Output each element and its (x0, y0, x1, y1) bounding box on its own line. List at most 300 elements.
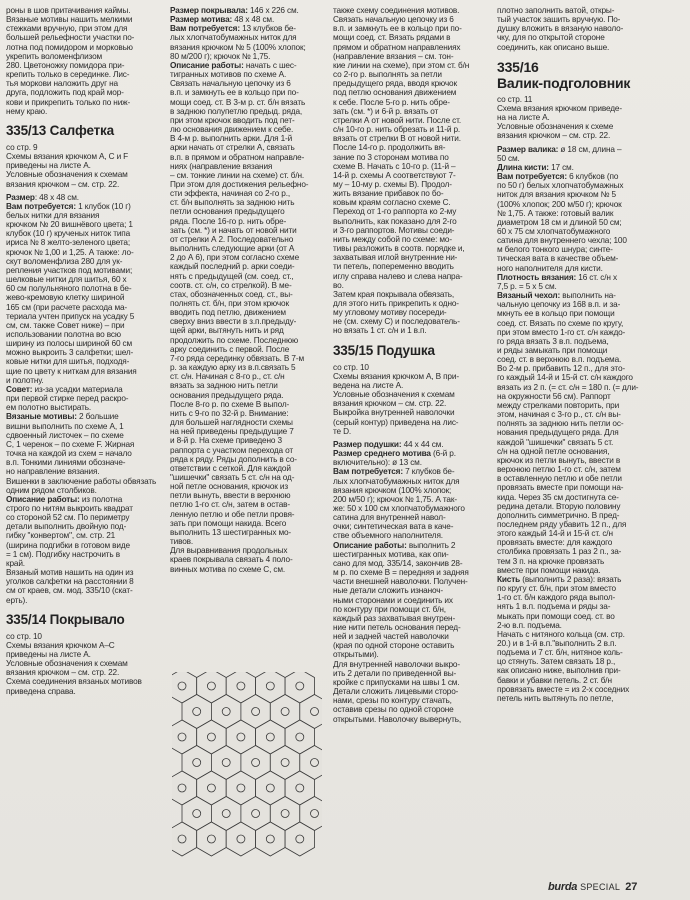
section-title-335-15: 335/15 Подушка (333, 342, 435, 358)
text-line: ковые нитки для шитья, подходя- (6, 357, 130, 367)
text-line: и ряды замыкать при помощи (497, 346, 608, 355)
text-line: Затем края покрывала обвязать, (333, 289, 455, 299)
text-line: 80 м/200 г); крючок № 1,75. (170, 51, 271, 61)
text-line: начать с шес- (245, 60, 297, 70)
text-line: верхнюю петлю 1-го ст. с/н, затем (497, 465, 621, 475)
text-line: петли вынуть, ввести в верхнюю (170, 491, 291, 501)
text-line: жить вязание прибавок по бо- (333, 189, 444, 199)
text-line: от стрелки А 2. Последовательно (170, 234, 294, 244)
text-line: сатина для внутренней навол- (333, 513, 446, 523)
text-line: Схемы вязания крючком А, С и F (6, 152, 129, 162)
text-line: вводить под петлю, движением (170, 308, 286, 318)
text-line: соединить, как описано выше. (497, 42, 610, 52)
text-line: использовании полотна во всю (6, 330, 121, 339)
section-title-335-13: 335/13 Салфетка (6, 122, 114, 138)
text-line: В 4-м р. выполнить арки. Для 1-й (170, 134, 293, 144)
text-line: мыкать при помощи соед. ст. во (497, 611, 615, 621)
text-line: крючок из петли вынуть, ввести в (497, 455, 621, 465)
motif-size-block: Размер среднего мотива (6-й р. включительно): ø 13 см. (333, 449, 456, 468)
text-line: провязать вместе при помощи на- (497, 483, 624, 493)
text-line: Связать начальную цепочку из 6 (170, 79, 291, 89)
text-line: (серый контур) приведена на лис- (333, 417, 459, 427)
text-line: ти петель, попеременно вводить (333, 262, 454, 272)
text-line: по кругу ст. б/н, при этом вместо (497, 584, 616, 594)
text-line: петель нить вытянуть по петле, (497, 693, 614, 703)
text-line: соотв. ст. с/н, со стрелкой). В ме- (170, 280, 292, 290)
text-line: схеме В. Начать с 10-го р. (11-й – (333, 161, 456, 171)
text-line: вместе при помощи накида. (497, 565, 601, 575)
text-line: р. за каждую арку из в.п.связать 5 (170, 363, 296, 373)
text-line: полнять ст. б/н, при этом крючок (170, 299, 289, 308)
column-1 (6, 6, 162, 696)
text-line: кие линии на схеме), при этом ст. б/н (333, 60, 470, 70)
text-line: также схему соединения мотивов. (333, 6, 460, 15)
text-line: по контуру при помощи ст. б/н, (333, 604, 446, 614)
text-line: 50 см. (497, 153, 520, 163)
text-line: Для выравнивания продольных (170, 546, 288, 556)
text-line: зать (см. *) и 6-й р. вязать от (333, 106, 439, 116)
text-line: основания предыдущего ряда. (170, 390, 284, 400)
text-line: Условные обозначения к схемам (6, 170, 128, 180)
text-line: этом, начиная с 3-го р., ст. с/н вы- (497, 410, 621, 420)
text-line: нять 1 в.п. подъема и ряды за- (497, 602, 611, 612)
text-line: с/н 10-го р. нить обрезать и 11-й р. (333, 125, 461, 135)
text-line: диаметром 18 см и длиной 50 см; (497, 217, 622, 227)
tassel-length-line: Длина кисти: 17 см. (497, 162, 574, 172)
text-line: вишни выполнить по схеме А, 1 (6, 421, 124, 431)
text-line: иглу справа налево и слева напра- (333, 271, 463, 281)
text-line: вязания крючком – см. стр. 22. (333, 399, 447, 409)
text-line: гибку "конвертом", см. стр. 21 (6, 531, 116, 541)
text-line: тый участок зашить вручную. По- (497, 15, 621, 25)
text-line: дополнить симметрично. В пред- (497, 510, 620, 520)
text-line: (края по одной стороне оставить (333, 641, 455, 651)
text-line: стах, обозначенных соед. ст., вы- (170, 289, 293, 299)
text-line: ряда. После 16-го р. нить обре- (170, 216, 287, 226)
scheme-note (497, 104, 685, 141)
text-line: Вишенки в заключение работы обвязать (6, 476, 157, 486)
section-title-335-16-number: 335/16 (497, 58, 539, 75)
column-3 (333, 6, 491, 724)
text-line: Условные обозначения к схемам (333, 390, 455, 400)
text-line: скут воломенфлиза 280 для ук- (6, 256, 123, 266)
col1-intro (6, 6, 162, 116)
text-line: 60 x 75 см хлопчатобумажного (497, 226, 611, 236)
text-line: вязания крючком – см. стр. 22. (6, 179, 120, 189)
text-line: ленную петлю и обе петли провя- (170, 509, 295, 519)
text-line: же: 50 x 100 см хлопчатобумажного (333, 503, 465, 513)
page-footer (548, 880, 688, 894)
text-line: 16 ст. с/н x (578, 272, 617, 282)
text-line: (100% хлопок; 200 м/50 г); крючок (497, 199, 622, 209)
text-line: но вязать 1 ст. с/н и 1 в.п. (333, 326, 427, 336)
text-line: тивы разложить в соотв. порядке и, (333, 244, 465, 254)
text-line: Вязаный мотив нашить на один из (6, 568, 134, 578)
text-line: вязания крючком (100% хлопок; (333, 485, 452, 495)
text-line: 200 м/50 г); крючок № 1,75. А так- (333, 494, 457, 504)
text-line: нять с предыдущей (см. соед. ст., (170, 271, 294, 281)
text-line: винных мотива по схеме С, см. (170, 564, 286, 574)
text-line: как описано ниже, выполнив при- (497, 666, 621, 676)
text-line: 1 клубок (10 г) (78, 201, 131, 211)
cover-block: Вязаный чехол: выполнить на- чальную цепочку из 168 в.п. и за- мкнуть ее в кольцо при помощи соед. ст. Вязать по схеме по кругу, при этом вместо 1-го ст. с/н каждо- го ряда вязать 3 в.п. подъема, и ряды замыкать при помощи соед. ст. в верхнюю в.п. подъема. Во 2-м р. прибавить 12 п., для это- го каждый 14-й и 15-й ст. с/н каждого вязать из 2 п. (= ст. с/н = 180 п. (= дли- на окружности 56 см). Раппорт между стрелками повторить, при этом, начиная с 3-го р., ст. с/н вы- полнять за заднюю нить петли ос- нования предыдущего ряда. Для каждой "шишечки" связать 5 ст. с/н на одной петле основания, крючок из петли вынуть, ввести в верхнюю петлю 1-го ст. с/н, затем в оставленную петлю и обе петли провязать вместе при помощи на- кида. Через 35 см достигнута се- редина детали. Вторую половину дополнить симметрично. В пред- последнем ряду убавить 12 п., для этого каждый 14-й и 15-й ст. с/н провязать вместе: для каждого столбика провязать 1 раз 2 п., за- тем 3 п. на крючке провязать вместе при помощи накида. (497, 291, 639, 575)
motif-size-line: Размер мотива: 48 x 48 см. (170, 15, 275, 25)
text-line: тья моркови наложить друг на (6, 79, 118, 89)
column-4 (497, 6, 685, 703)
text-line: кови и прикрепить только по ниж- (6, 97, 131, 107)
text-line: при этом крючок вводить под пет- (170, 115, 295, 125)
text-line: (направление вязания – см. тон- (333, 51, 454, 61)
text-line: лых хлопчатобумажных ниток для (170, 33, 297, 43)
text-line: ного наполнителя для кисти. (497, 263, 603, 273)
text-line: укрепить воломенфлизом (6, 51, 103, 61)
text-line: ø 18 см, длина – (560, 144, 622, 154)
text-line: одним рядом столбиков. (6, 485, 97, 495)
text-line: соед. ст. Вязать по схеме по кругу, (497, 318, 624, 328)
text-line: После 14-го р. продолжить вя- (333, 143, 446, 153)
text-line: сатина для внутреннего чехла; 100 (497, 236, 627, 246)
text-line: м р. по схеме В = передняя и задняя (333, 568, 469, 578)
text-line: го ряда вязать 3 в.п. подъема, (497, 336, 609, 346)
text-line: Переход от 1-го раппорта ко 2-му (333, 207, 457, 217)
text-line: предыдущего ряда, вводя крючок (333, 79, 457, 89)
text-line: каждый раз захватывая внутрен- (333, 613, 456, 623)
text-line: чку, для по открытой стороне (497, 33, 605, 43)
text-line: крючок № 1,00 и 1,25. А также: ло- (6, 247, 134, 257)
text-line: ерть). (6, 595, 28, 605)
text-line: чальную цепочку из 168 в.п. и за- (497, 300, 621, 310)
text-line: этого каждый 14-й и 15-й ст. с/н (497, 529, 613, 539)
text-line: сано для мод. 335/14, закончив 28- (333, 558, 463, 568)
text-line: При этом для достижения рельефно- (170, 179, 309, 189)
text-line: подъема и 7 ст. б/н, нитяное коль- (497, 648, 623, 658)
page-reference: со стр. 9 (6, 142, 38, 152)
text-line: выполнить следующие арки (от А (170, 244, 295, 254)
text-line: из полотна (81, 494, 123, 504)
text-line: в.п. Тонкими линиями обозначе- (6, 458, 126, 468)
text-line: тивов. (170, 537, 194, 547)
text-line: щей арки, вытянуть нить и ряд (170, 326, 284, 336)
text-line: в.п. и замкнуть ее в кольцо при по- (333, 24, 462, 34)
text-line: После 8-го р. по схеме В выпол- (170, 399, 290, 409)
section-title-335-16-name: Валик-подголовник (497, 74, 631, 91)
text-line: вязания крючком – см. стр. 22. (497, 131, 611, 141)
text-line: ить 2 детали по приведенной вы- (333, 668, 457, 678)
materials-block: Вам потребуется: 6 клубков (по по 50 г) белых хлопчатобумажных ниток для вязания крючком № 5 (100% хлопок; 200 м/50 г); крючок № 1,75. А также: готовый валик диаметром 18 см и длиной 50 см; 60 x 75 см хлопчатобумажного сатина для внутреннего чехла; 100 м белого тонкого шнура; синте- тическая вата в качестве объем- ного наполнителя для кисти. (497, 172, 627, 273)
text-line: приведены на листе А. (6, 650, 91, 659)
text-line: репления участков под мотивами; (6, 265, 133, 275)
text-line: 13 клубков бе- (242, 24, 296, 34)
text-line: плотно заполнить ватой, откры- (497, 6, 615, 15)
text-line: вязать за заднюю нить петли (170, 381, 278, 391)
motifs-block: Вязаные мотивы: 2 большие вишни выполнить по схеме А, 1 сдвоенный листочек – по схеме С, 1 черенок – по схеме F. Жирная точка на каждой из схем = начало в.п. Тонкими линиями обозначе- но направление вязания. Вишенки в заключение работы обвязать одним рядом столбиков. (6, 412, 157, 495)
text-line: (ширина подгибки в готовом виде (6, 540, 130, 550)
text-line: 280. Цветоножку помидора при- (6, 60, 125, 70)
text-line: крепить только в серединке. Лис- (6, 70, 130, 80)
text-line: из-за усадки материала (34, 384, 123, 394)
text-line: цо стянуть. Затем связать 18 р., (497, 657, 616, 667)
text-line: ниток для вязания крючком № 5 (497, 190, 616, 200)
text-line: вязания крючком – см. стр. 22. (6, 668, 120, 678)
size-line: Размер покрывала: 146 x 226 см. (170, 6, 299, 15)
text-line: краев покрывала связать 4 поло- (170, 555, 293, 565)
text-line: те D. (333, 426, 352, 436)
text-line: крючком № 20 вишнёвого цвета; 1 (6, 220, 133, 230)
text-line: во. (333, 280, 344, 290)
text-line: зание по 3 сторонам мотива по (333, 152, 449, 162)
text-line: нить между собой по схеме: мо- (333, 234, 452, 244)
text-line: со стороной 52 см. По периметру (6, 513, 130, 523)
text-line: "шишечки" связать 5 ст. с/н на од- (170, 472, 295, 482)
col3-intro (333, 6, 491, 336)
text-line: нить с 9-го по 32-й р. Внимание: (170, 408, 289, 418)
text-line: части внешней наволочки. Получен- (333, 577, 468, 587)
text-line: при первой стирке перед раскро- (6, 394, 129, 404)
text-line: Схема вязания крючком приведе- (497, 103, 622, 113)
text-line: ние нити петель основания перед- (333, 623, 461, 632)
text-line: му – 10-му р. схемы В). Продол- (333, 179, 452, 189)
text-line: см, см. также Совет ниже) – при (6, 320, 125, 330)
text-line: клубок (10 г) крученых ниток типа (6, 229, 131, 239)
text-line: между стрелками повторить, при (497, 400, 620, 410)
advice-block: Совет: из-за усадки материала при первой стирке перед раскро- ем полотно выстирать. (6, 384, 129, 413)
scheme-note (333, 372, 491, 436)
size-line: Размер: 48 x 48 см. (6, 192, 79, 202)
tassel-block: Кисть (выполнить 2 раза): вязать по кругу ст. б/н, при этом вместо 1-го ст. б/н каждого ряда выпол- нять 1 в.п. подъема и ряды за- мыкать при помощи соед. ст. во 2-ю в.п. подъема. Начать с нитяного кольца (см. стр. 20.) и в 1-й в.п."выполнить 2 в.п. подъема и 7 ст. б/н, нитяное коль- цо стянуть. Затем связать 18 р., как описано ниже, выполнив при- бавки и убавки петель. 2 ст. б/н провязать вместе = из 2-х соседних петель нить вытянуть по петле, (497, 574, 630, 703)
text-line: ней и задней частей наволочки (333, 632, 449, 642)
text-line: щие по цвету к ниткам для вязания (6, 366, 137, 376)
text-line: ниях (направление вязания (170, 161, 273, 171)
text-line: ем полотно выстирать. (6, 403, 91, 413)
text-line: сти эффекта, начиная со 2-го р., (170, 189, 291, 199)
symbols-note (6, 170, 162, 188)
text-line: край. (6, 558, 25, 568)
text-line: мощи соед. ст. Вязать рядами в (333, 33, 451, 43)
text-line: Условные обозначения к схеме (497, 122, 614, 132)
text-line: Детали сложить лицевыми сторо- (333, 687, 459, 697)
text-line: 20.) и в 1-й в.п."выполнить 2 в.п. (497, 639, 617, 648)
text-line: Начать с нитяного кольца (см. стр. (497, 629, 625, 639)
text-line: и полотну. (6, 375, 44, 385)
brand-special: SPECIAL (580, 882, 621, 892)
text-line: петли основания предыдущего (170, 207, 285, 217)
text-line: не (см. схему С) и последователь- (333, 317, 460, 327)
text-line: кида. Через 35 см достигнута се- (497, 492, 619, 502)
text-line: сверху вниз ввести в з.п.предыду- (170, 317, 297, 327)
text-line: 1-го ст. б/н каждого ряда выпол- (497, 593, 616, 603)
text-line: в оставленную петлю и обе петли (497, 474, 622, 484)
text-line: ные детали сложить изнаноч- (333, 586, 443, 596)
text-line: 7,5 р. = 5 x 5 см. (497, 281, 557, 291)
scheme-note (6, 152, 162, 170)
text-line: точка на каждой из схем = начало (6, 449, 132, 459)
text-line: му угловому мотиву посереди- (333, 308, 447, 318)
text-line: приведены на листе А. (6, 161, 91, 171)
text-line: роны в шов притачивания каймы. (6, 6, 131, 15)
text-line: но направление вязания. (6, 467, 100, 477)
text-line: Схема соединения вязаных мотивов (6, 677, 142, 687)
pillow-size-line: Размер подушки: 44 x 44 см. (333, 439, 444, 449)
text-line: мощи соед. ст. В 3-м р. ст. б/н вязать (170, 97, 306, 107)
text-line: полнять за заднюю нить петли ос- (497, 419, 624, 429)
text-line: прямом и обратном направлениях (333, 42, 461, 52)
text-line: 7-го ряда серединку обвязать. В 7-м (170, 353, 304, 363)
text-line: со 2-го р. выполнять за петли (333, 70, 442, 80)
text-line: по 50 г) белых хлопчатобумажных (497, 181, 624, 191)
text-line: № 1,75. А также: готовый валик (497, 208, 614, 218)
text-line: вязания крючком № 5 (100% хлопок; (170, 42, 306, 52)
text-line: вязать от стрелки В от новой нити. (333, 134, 461, 144)
text-line: 2-ю в.п. подъема. (497, 620, 562, 630)
page-reference: со стр. 11 (497, 94, 533, 104)
text-line: бавки и убавки петель. 2 ст. б/н (497, 675, 612, 685)
text-line: редина детали. Вторую половину (497, 501, 621, 511)
text-line: Условные обозначения к схемам (6, 659, 128, 669)
page-reference: со стр. 10 (333, 362, 369, 372)
text-line: соед. ст. в верхнюю в.п. подъема. (497, 355, 622, 365)
text-line: стрелки А от новой нити. После ст. (333, 115, 461, 125)
col4-intro (497, 6, 685, 52)
motif-connection-diagram (172, 672, 322, 862)
text-line: 165 см (при расчете расхода ма- (6, 302, 128, 312)
text-line: уголков салфетки на расстоянии 8 (6, 577, 134, 587)
text-line: и 8-й р. На схеме приведено 3 (170, 436, 282, 446)
text-line: териала учтен припуск на усадку 5 (6, 311, 135, 321)
text-line: тем 3 п. на крючке провязать (497, 556, 605, 566)
text-line: провязать вместе: для каждого (497, 538, 613, 548)
text-line: ведена на листе А. (333, 380, 404, 390)
text-line: лю основания движением к себе. (170, 125, 294, 135)
text-line: тическая вата в качестве объем- (497, 254, 619, 264)
text-line: мкнуть ее в кольцо при помощи (497, 309, 615, 319)
text-line: столбика провязать 1 раз 2 п., за- (497, 547, 622, 557)
text-line: 2 большие (78, 412, 119, 422)
text-line: (6-й р. (433, 449, 456, 459)
text-line: каждой "шишечки" связать 5 ст. (497, 437, 614, 447)
text-line: выполнить 2 (408, 540, 456, 550)
text-line: оставив срезы по одной стороне (333, 705, 454, 715)
text-line: м белого тонкого шнура; синте- (497, 245, 613, 255)
text-line: большей рельефности участки по- (6, 33, 135, 43)
text-line: Во 2-м р. прибавить 12 п., для это- (497, 364, 626, 374)
text-line: строго по нитям выкроить квадрат (6, 503, 133, 513)
column-2 (170, 6, 328, 574)
text-line: Связать начальную цепочку из 6 (333, 15, 454, 25)
text-line: нами, срезы по контуру стачать, (333, 696, 452, 706)
text-line: 14-й р. схемы А соответствуют 7- (333, 170, 456, 180)
text-line: – см. тонкие линии на схеме) ст. б/н. (170, 170, 305, 180)
text-line: ными сторонами и соединить их (333, 595, 453, 605)
text-line: ст. с/н. Начиная с 8-го р., ст. с/н (170, 372, 285, 382)
text-line: провязать вместе = из 2-х соседних (497, 684, 630, 694)
text-line: стежками вручную, при этом для (6, 24, 128, 34)
text-line: последнем ряду убавить 12 п., для (497, 519, 627, 529)
text-line: в заднюю полупетлю предыд. ряда, (170, 106, 303, 116)
work-description-block: Описание работы: начать с шес- тигранных мотивов по схеме А. Связать начальную цепочку из 6 в.п. и замкнуть ее в кольцо при по- мощи соед. ст. В 3-м р. ст. б/н вязать в заднюю полупетлю предыд. ряда, при этом крючок вводить под пет- лю основания движением к себе. В 4-м р. выполнить арки. Для 1-й арки начать от стрелки А, связать в.п. в прямом и обратном направле- ниях (направление вязания – см. тонкие линии на схеме) ст. б/н. При этом для достижения рельефно- сти эффекта, начиная со 2-го р., ст. б/н выполнять за заднюю нить петли основания предыдущего ряда. После 16-го р. нить обре- зать (см. *) и начать от новой нити от стрелки А 2. Последовательно выполнить следующие арки (от А 2 до А 6), при этом согласно схеме каждый последний р. арки соеди- нять с предыдущей (см. соед. ст., соотв. ст. с/н, со стрелкой). В ме- стах, обозначенных соед. ст., вы- полнять ст. б/н, при этом крючок вводить под петлю, движением сверху вниз ввести в з.п.предыду- щей арки, вытянуть нить и ряд продолжить по схеме. Последнюю арку соединить с первой. После 7-го ряда серединку обвязать. В 7-м р. за каждую арку из в.п.связать 5 ст. с/н. Начиная с 8-го р., ст. с/н вязать за заднюю нить петли основания предыдущего ряда. После 8-го р. по схеме В выпол- нить с 9-го по 32-й р. Внимание: для большей наглядности схемы на ней приведены предыдущие 7 и 8-й р. На схеме приведено 3 раппорта с участком перехода от ряда к ряду. Ряды дополнить в со- ответствии с сеткой. Для каждой "шишечки" связать 5 ст. с/н на од- ной петле основания, крючок из петли вынуть, ввести в верхнюю петлю 1-го ст. с/н, затем в остав- ленную петлю и обе петли провя- зать при помощи накида. Всего выполнить 13 шестигранных мо- тивов. Для выравнивания продольных краев покрывала связать 4 поло- винных мотива по схеме С, см. (170, 60, 309, 574)
text-line: для этого нить прикрепить к одно- (333, 299, 459, 308)
text-line: с/н на одной петле основания, (497, 446, 610, 456)
text-line: ковым краям согласно схеме С. (333, 198, 451, 208)
text-line: ряда к ряду. Ряды дополнить в со- (170, 454, 297, 464)
text-line: 2 до А 6), при этом согласно схеме (170, 253, 300, 263)
text-line: 60 см полульняного полотна в бе- (6, 284, 132, 294)
text-line: сдвоенный листочек – по схеме (6, 430, 124, 440)
text-line: арки начать от стрелки А, связать (170, 143, 295, 153)
text-line: зать (см. *) и начать от новой нити (170, 225, 297, 235)
work-description-block: Описание работы: выполнить 2 шестигранных мотива, как опи- сано для мод. 335/14, закончив 28- м р. по схеме В = передняя и задняя части внешней наволочки. Получен- ные детали сложить изнаноч- ными сторонами и соединить их по контуру при помощи ст. б/н, каждый раз захватывая внутрен- ние нити петель основания перед- ней и задней частей наволочки (края по одной стороне оставить открытыми). Для внутренней наволочки выкро- ить 2 детали по приведенной вы- кройке с припусками на швы 1 см. Детали сложить лицевыми сторо- нами, срезы по контуру стачать, оставив срезы по одной стороне открытыми. Наволочку вывернуть, (333, 540, 469, 724)
text-line: петлю 1-го ст. с/н, затем в остав- (170, 500, 290, 510)
text-line: Для внутренней наволочки выкро- (333, 659, 460, 669)
text-line: можно выкроить 3 салфетки; шел- (6, 348, 134, 358)
text-line: лотна под помидором и морковью (6, 42, 133, 52)
text-line: раппорта с участком перехода от (170, 445, 293, 455)
text-line: Вязаные мотивы нашить мелкими (6, 15, 133, 25)
text-line: для большей наглядности схемы (170, 418, 293, 428)
text-line: ст. б/н выполнять за заднюю нить (170, 198, 295, 208)
text-line: нему краю. (6, 106, 48, 116)
text-line: друга, подложить под край мор- (6, 88, 124, 98)
text-line: арку соединить с первой. После (170, 344, 290, 354)
text-line: = 1 см). Подгибку настрочить в (6, 549, 120, 559)
page-number: 27 (625, 881, 638, 893)
text-line: го каждый 14-й и 15-й ст. с/н каждого (497, 373, 633, 383)
text-line: выполнить, как показано для 2-го (333, 216, 457, 226)
text-line: белых нитки для вязания (6, 210, 100, 220)
materials-block: Вам потребуется: 1 клубок (10 г) белых нитки для вязания крючком № 20 вишнёвого цвета; 1 клубок (10 г) крученых ниток типа ириса № 8 желто-зеленого цвета; крючок № 1,00 и 1,25. А также: ло- скут воломенфлиза 280 для ук- репления участков под мотивами; шелковые нитки для шитья, 60 x 60 см полульняного полотна в бе- жево-кремовую клетку шириной 165 см (при расчете расхода ма- териала учтен припуск на усадку 5 см, см. также Совет ниже) – при использовании полотна во всю ширину из полосы шириной 60 см можно выкроить 3 салфетки; шел- ковые нитки для шитья, подходя- щие по цвету к ниткам для вязания и полотну. (6, 201, 137, 385)
text-line: шелковые нитки для шитья, 60 x (6, 275, 127, 285)
text-line: нования предыдущего ряда. Для (497, 428, 619, 438)
text-line: приведена справа. (6, 686, 76, 696)
text-line: жево-кремовую клетку шириной (6, 293, 125, 303)
text-line: шестигранных мотива, как опи- (333, 549, 449, 559)
scheme-note (6, 641, 162, 696)
text-line: вязать из 2 п. (= ст. с/н = 180 п. (= дли- (497, 382, 639, 392)
text-line: ной петле основания, крючок из (170, 482, 288, 492)
text-line: ответствии с сеткой. Для каждой (170, 463, 291, 473)
text-line: С, 1 черенок – по схеме F. Жирная (6, 439, 135, 449)
text-line: и 3-го раппортов. Мотивы соеди- (333, 225, 455, 235)
text-line: захватывая иглой внутренние ни- (333, 253, 458, 263)
text-line: кройке с припусками на швы 1 см. (333, 677, 460, 687)
text-line: на на листе А. (497, 113, 550, 123)
text-line: каждый последний р. арки соеди- (170, 262, 295, 272)
text-line: включительно): ø 13 см. (333, 458, 422, 468)
text-line: тигранных мотивов по схеме А. (170, 70, 287, 80)
text-line: открытыми. Наволочку вывернуть, (333, 714, 462, 724)
text-line: под петлю основания движением (333, 88, 457, 98)
text-line: при этом вместо 1-го ст. с/н каждо- (497, 327, 626, 337)
text-line: на окружности 56 см). Раппорт (497, 391, 611, 401)
materials-block: Вам потребуется: 13 клубков бе- лых хлопчатобумажных ниток для вязания крючком № 5 (100% хлопок; 80 м/200 г); крючок № 1,75. (170, 24, 306, 61)
text-line: стве объемного наполнителя. (333, 531, 443, 541)
text-line: зать при помощи накида. Всего (170, 518, 287, 528)
text-line: ириса № 8 желто-зеленого цвета; (6, 238, 131, 248)
text-line: к себе. После 5-го р. нить обре- (333, 97, 450, 107)
text-line: очки; синтетическая вата в каче- (333, 522, 454, 532)
materials-block: Вам потребуется: 7 клубков бе- лых хлопчатобумажных ниток для вязания крючком (100% хлопок; 200 м/50 г); крючок № 1,75. А так- же: 50 x 100 см хлопчатобумажного сатина для внутренней навол- очки; синтетическая вата в каче- стве объемного наполнителя. (333, 467, 465, 541)
roll-size-block: Размер валика: ø 18 см, длина – 50 см. (497, 144, 622, 163)
text-line: душку вложить в вязаную наволо- (497, 24, 624, 34)
section-title-335-14: 335/14 Покрывало (6, 611, 125, 627)
text-line: Схемы вязания крючком А–С (6, 640, 115, 650)
text-line: 6 клубков (по (569, 172, 619, 182)
text-line: на ней приведены предыдущие 7 (170, 427, 294, 437)
text-line: см от краев, см. мод. 335/10 (скат- (6, 586, 133, 596)
text-line: в.п. в прямом и обратном направле- (170, 152, 305, 162)
text-line: открытыми). (333, 650, 379, 660)
text-line: выполнить 13 шестигранных мо- (170, 527, 292, 537)
text-line: (выполнить 2 раза): вязать (522, 574, 622, 584)
